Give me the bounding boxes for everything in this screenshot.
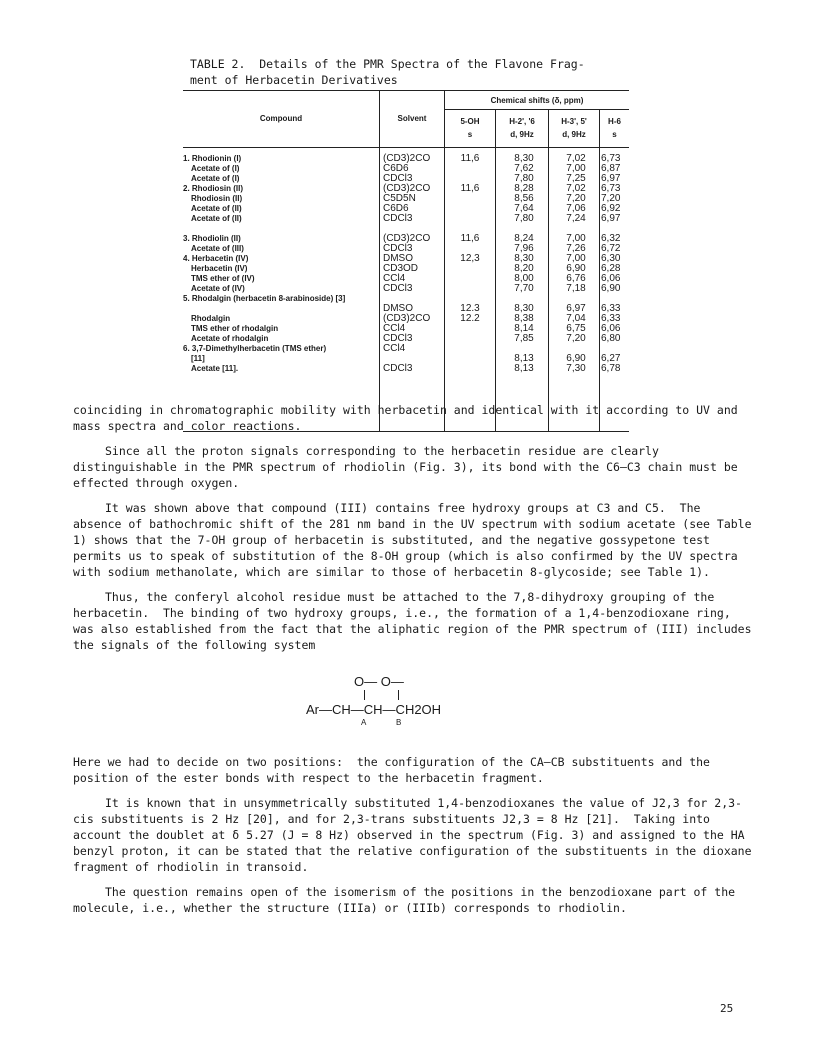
compound-cell: [11]: [191, 354, 205, 363]
header-h6-mult: s: [612, 130, 617, 139]
solvent-cell: CD3OD: [383, 263, 419, 274]
compound-cell: 5. Rhodalgin (herbacetin 8-arabinoside) [3]: [183, 294, 346, 303]
h6-shift-cell: 6,92: [601, 203, 621, 214]
h3-shift-cell: 6,90: [566, 263, 586, 274]
h2-shift-cell: 8,14: [514, 323, 534, 334]
compound-cell: TMS ether of rhodalgin: [191, 324, 279, 333]
oh-shift-cell: 11,6: [460, 153, 480, 164]
h3-shift-cell: 6,90: [566, 353, 586, 364]
oh-shift-cell: [445, 274, 495, 284]
page-number: 25: [720, 1002, 734, 1015]
h2-shift-cell: 7,70: [514, 283, 534, 294]
table-caption: TABLE 2. Details of the PMR Spectra of the Flavone Frag- ment of Herbacetin Derivatives: [190, 57, 585, 87]
compound-cell: [183, 304, 383, 314]
oh-shift-cell: 12.3: [460, 303, 480, 314]
h3-shift-cell: 7,00: [566, 163, 586, 174]
compound-cell: 4. Herbacetin (IV): [183, 254, 249, 263]
h3-shift-cell: 7,18: [566, 283, 586, 294]
solvent-cell: DMSO: [383, 303, 413, 314]
h6-shift-cell: 6,97: [601, 173, 621, 184]
h3-shift-cell: 7,20: [566, 193, 586, 204]
h3-shift-cell: 7,24: [566, 213, 586, 224]
h6-shift-cell: 6,73: [601, 183, 621, 194]
oh-shift-cell: [445, 214, 495, 224]
compound-cell: Acetate of (I): [191, 164, 240, 173]
h3-shift-cell: 6,97: [566, 303, 586, 314]
solvent-cell: CCl4: [383, 323, 406, 334]
h3-shift-cell: 7,20: [566, 333, 586, 344]
oh-shift-cell: 12,3: [460, 253, 480, 264]
solvent-cell: (CD3)2CO: [383, 183, 431, 194]
divider: [548, 109, 549, 147]
solvent-cell: C6D6: [383, 203, 409, 214]
divider: [495, 109, 496, 147]
compound-cell: Acetate of (IV): [191, 284, 245, 293]
paragraph: The question remains open of the isomerism of the positions in the benzodioxane part of the molecule, i.e., whether the structure (IIIa) or (IIIb) corresponds to rhodiolin.: [73, 885, 742, 915]
solvent-cell: C6D6: [383, 163, 409, 174]
h6-shift-cell: 7,20: [601, 193, 621, 204]
divider: [599, 109, 600, 147]
oh-shift-cell: [445, 324, 495, 334]
paragraph: It is known that in unsymmetrically substituted 1,4-benzodioxanes the value of J2,3 for 2,3-cis substituents is 2 Hz [20], and for 2,3-trans substituents J2,3 = 8 Hz [21]. Taking into account the doublet at δ 5.27 (J = 8 Hz) observed in the spectrum (Fig. 3) and assigned to the HA benzyl proton, it can be stated that the relative configuration of the substituents in the dioxane fragment of rhodiolin in transoid.: [73, 796, 759, 874]
solvent-cell: CDCl3: [383, 333, 413, 344]
compound-cell: Acetate of (I): [191, 174, 240, 183]
bond-line: [364, 690, 365, 700]
h6-shift-cell: 6,80: [601, 333, 621, 344]
pmr-table: [183, 90, 629, 432]
paragraph: Here we had to decide on two positions: the configuration of the CA—CB substituents and the position of the ester bonds with respect to the herbacetin fragment.: [73, 755, 717, 785]
h3-shift-cell: 7,02: [566, 153, 586, 164]
compound-cell: Acetate of (III): [191, 244, 244, 253]
h6-shift-cell: 6,28: [601, 263, 621, 274]
oh-shift-cell: 12.2: [460, 313, 480, 324]
h3-shift-cell: 7,26: [566, 243, 586, 254]
formula-chain: Ar—CH—CH—CH2OH: [306, 702, 442, 717]
h3-shift-cell: 7,00: [566, 253, 586, 264]
oh-shift-cell: [445, 264, 495, 274]
h2-shift-cell: 8,28: [514, 183, 534, 194]
solvent-cell: C5D5N: [383, 193, 416, 204]
h6-shift-cell: 6,78: [601, 363, 621, 374]
h2-shift-cell: 7,64: [514, 203, 534, 214]
oh-shift-cell: 11,6: [460, 183, 480, 194]
compound-cell: 2. Rhodiosin (II): [183, 184, 243, 193]
h6-shift-cell: 6,90: [601, 283, 621, 294]
header-compound: Compound: [259, 114, 303, 123]
solvent-cell: (CD3)2CO: [383, 313, 431, 324]
compound-cell: Rhodalgin: [191, 314, 231, 323]
h2-shift-cell: 7,62: [514, 163, 534, 174]
compound-cell: 1. Rhodionin (I): [183, 154, 242, 163]
table-header: [183, 91, 629, 148]
compound-cell: 3. Rhodiolin (II): [183, 234, 241, 243]
header-h6: H-6: [608, 117, 621, 126]
h3-shift-cell: 6,75: [566, 323, 586, 334]
h6-shift-cell: 6,73: [601, 153, 621, 164]
oh-shift-cell: 11,6: [460, 233, 480, 244]
label-b: B: [396, 718, 402, 727]
oh-column: [445, 154, 495, 374]
oh-shift-cell: [445, 334, 495, 344]
h2-shift-cell: 8,13: [514, 363, 534, 374]
header-h2-mult: d, 9Hz: [510, 130, 534, 139]
h3-shift-cell: 7,02: [566, 183, 586, 194]
header-5oh-mult: s: [467, 130, 473, 139]
divider: [495, 148, 496, 431]
h3-shift-cell: 7,04: [566, 313, 586, 324]
solvent-cell: CDCl3: [383, 283, 413, 294]
header-rule: [445, 109, 629, 110]
solvent-cell: CDCl3: [383, 213, 413, 224]
header-solvent: Solvent: [397, 114, 427, 123]
h3-shift-cell: 7,06: [566, 203, 586, 214]
paragraph: It was shown above that compound (III) contains free hydroxy groups at C3 and C5. The absence of bathochromic shift of the 281 nm band in the UV spectrum with sodium acetate (see Table 1) shows that the 7-OH group of herbacetin is substituted, and the negative gossypetone test permits us to speak of substitution of the 8-OH group (which is also confirmed by the UV spectra with sodium methanolate, which are similar to those of herbacetin 8-glycoside; see Table 1).: [73, 501, 759, 579]
compound-cell: Rhodiosin (II): [191, 194, 243, 203]
compound-cell: Acetate of (II): [191, 204, 242, 213]
oh-shift-cell: [445, 354, 495, 364]
oh-shift-cell: [445, 284, 495, 294]
h2-shift-cell: 8,56: [514, 193, 534, 204]
h2-shift-cell: 8,20: [514, 263, 534, 274]
solvent-cell: CDCl3: [383, 363, 413, 374]
h6-shift-cell: 6,87: [601, 163, 621, 174]
h2-column: [499, 154, 549, 374]
solvent-cell: CCl4: [383, 343, 406, 354]
h2-shift-cell: 8,30: [514, 303, 534, 314]
header-h3: H-3', 5': [561, 117, 587, 126]
formula-oxygens: O— O—: [354, 674, 404, 689]
h2-shift-cell: 7,85: [514, 333, 534, 344]
oh-shift-cell: [445, 204, 495, 214]
h2-shift-cell: 7,80: [514, 173, 534, 184]
paragraph: Thus, the conferyl alcohol residue must be attached to the 7,8-dihydroxy grouping of the herbacetin. The binding of two hydroxy groups, i.e., the formation of a 1,4-benzodioxane ring, was also established from the fact that the aliphatic region of the PMR spectrum of (III) includes the signals of the following system: [73, 590, 759, 652]
header-h2: H-2', '6: [509, 117, 535, 126]
h6-shift-cell: 6,97: [601, 213, 621, 224]
compound-cell: TMS ether of (IV): [191, 274, 255, 283]
table-body: [183, 148, 629, 431]
h3-shift-cell: 7,30: [566, 363, 586, 374]
paragraph: Since all the proton signals corresponding to the herbacetin residue are clearly distinguishable in the PMR spectrum of rhodiolin (Fig. 3), its bond with the C6—C3 chain must be effected through oxygen.: [73, 444, 745, 490]
h3-column: [549, 154, 603, 374]
bond-line: [398, 690, 399, 700]
h6-shift-cell: 6,30: [601, 253, 621, 264]
h3-shift-cell: 6,76: [566, 273, 586, 284]
h3-shift-cell: 7,25: [566, 173, 586, 184]
body-text: [73, 402, 759, 925]
compound-cell: Herbacetin (IV): [191, 264, 248, 273]
h6-shift-cell: 6,33: [601, 303, 621, 314]
header-chemical-shifts: Chemical shifts (δ, ppm): [490, 96, 584, 105]
h2-shift-cell: 7,96: [514, 243, 534, 254]
solvent-cell: CDCl3: [383, 173, 413, 184]
h6-shift-cell: 6,27: [601, 353, 621, 364]
header-5oh: 5-OH: [460, 117, 480, 126]
h3-shift-cell: 7,00: [566, 233, 586, 244]
compound-cell: Acetate of (II): [191, 214, 242, 223]
compound-column: [183, 154, 383, 374]
h2-shift-cell: 8,24: [514, 233, 534, 244]
structural-formula: [306, 672, 506, 732]
compound-cell: Acetate of rhodalgin: [191, 334, 269, 343]
solvent-cell: (CD3)2CO: [383, 153, 431, 164]
solvent-cell: CCl4: [383, 273, 406, 284]
oh-shift-cell: [445, 194, 495, 204]
oh-shift-cell: [445, 364, 495, 374]
h2-shift-cell: 7,80: [514, 213, 534, 224]
solvent-cell: (CD3)2CO: [383, 233, 431, 244]
header-h3-mult: d, 9Hz: [562, 130, 586, 139]
h6-shift-cell: 6,72: [601, 243, 621, 254]
h2-shift-cell: 8,00: [514, 273, 534, 284]
h6-shift-cell: 6,33: [601, 313, 621, 324]
oh-shift-cell: [445, 164, 495, 174]
solvent-cell: CDCl3: [383, 243, 413, 254]
h6-shift-cell: 6,06: [601, 273, 621, 284]
compound-cell: Acetate [11].: [191, 364, 239, 373]
paragraph: coinciding in chromatographic mobility with herbacetin and identical with it according to UV and mass spectra and color reactions.: [73, 403, 745, 433]
h2-shift-cell: 8,13: [514, 353, 534, 364]
h2-shift-cell: 8,38: [514, 313, 534, 324]
compound-cell: [183, 224, 383, 234]
compound-cell: 6. 3,7-Dimethylherbacetin (TMS ether): [183, 344, 327, 353]
h2-shift-cell: 8,30: [514, 253, 534, 264]
label-a: A: [361, 718, 367, 727]
h6-column: [601, 154, 631, 374]
oh-shift-cell: [445, 344, 495, 354]
h2-shift-cell: 8,30: [514, 153, 534, 164]
solvent-column: [383, 154, 445, 374]
h6-shift-cell: 6,06: [601, 323, 621, 334]
h6-shift-cell: 6,32: [601, 233, 621, 244]
solvent-cell: DMSO: [383, 253, 413, 264]
